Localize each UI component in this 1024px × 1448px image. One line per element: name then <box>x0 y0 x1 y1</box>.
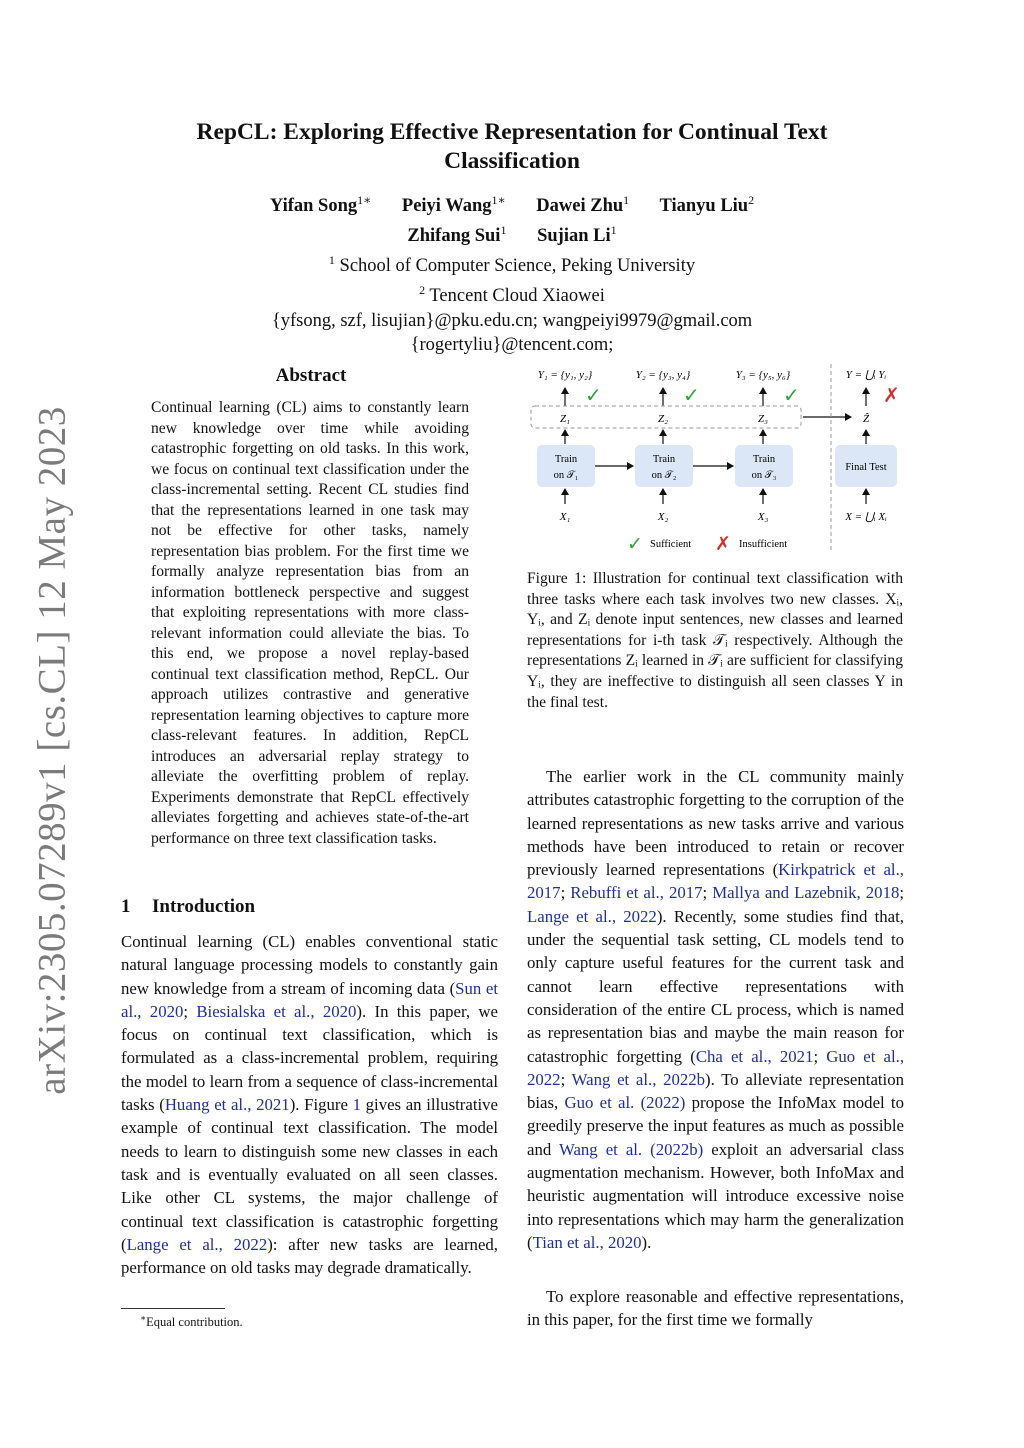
train-label: Train <box>554 454 578 465</box>
text-run: ). Figure <box>289 1095 353 1115</box>
text-run: ; <box>560 883 571 903</box>
author-block <box>160 188 864 357</box>
title-line-1: RepCL: Exploring Effective Representation for Continual Text <box>196 119 828 145</box>
text-run: in the final test. <box>527 672 903 711</box>
author-row-2 <box>160 218 864 248</box>
author-name: Peiyi Wang <box>401 196 492 217</box>
legend-check-icon: ✓ <box>627 534 643 555</box>
train-label: Train <box>652 454 676 465</box>
abstract-heading: Abstract <box>275 365 347 386</box>
text-run: exploit an adversarial class augmentation mechanism. However, both InfoMax and heuristic augmentation will introduce excessive noise into representations which may harm the generalization ( <box>527 1139 904 1252</box>
math-symbol: i <box>652 631 658 649</box>
math-symbol: Y <box>874 672 886 690</box>
math-symbol: Xᵢ <box>885 590 900 608</box>
figure-caption <box>527 569 903 713</box>
author-affil: 1 <box>610 223 617 238</box>
label-z3: Z₃ <box>758 413 768 425</box>
citation-link[interactable]: Sun et al., 2020 <box>121 978 499 1021</box>
text-run: Figure 1: Illustration for continual text classification with three tasks where each task involves two new classes. <box>527 570 903 608</box>
legend-cross-icon: ✗ <box>715 534 731 555</box>
intro-paragraph-left <box>121 930 498 1279</box>
math-symbol: Zᵢ <box>625 652 638 670</box>
author-affil: 1 <box>500 223 507 238</box>
cross-icon: ✗ <box>883 385 900 407</box>
figure-1 <box>521 360 911 560</box>
label-y1: Y₁ = {y₁, y₂} <box>537 369 593 381</box>
author-affil: 1∗ <box>491 193 506 207</box>
abstract-body: Continual learning (CL) aims to constantly learn new knowledge over time while avoiding catastrophic forgetting on old tasks. In this work, we focus on continual text classification under the class-incremental setting. Recent CL studies find that the representations learned in one task may not be effective for other tasks, namely representation bias problem. For the first time we formally analyze representation bias from an information bottleneck perspective and suggest that exploiting representations with more class-relevant information could alleviate the bias. To this end, we propose a novel replay-based continual text classification method, RepCL. Our approach utilizes contrastive and generative representation learning objectives to capture more class-relevant features. In addition, RepCL introduces an adversarial replay strategy to alleviate the overfitting problem of replay. Experiments demonstrate that RepCL effectively alleviates forgetting and achieves state-of-the-art performance on three text classification tasks. <box>151 399 469 847</box>
train-on-2: on 𝒯₂ <box>651 470 677 481</box>
author-name: Dawei Zhu <box>536 196 624 217</box>
citation-link[interactable]: Huang et al., 2021 <box>164 1095 290 1115</box>
legend-insufficient: Insufficient <box>739 539 788 550</box>
label-z2: Z₂ <box>658 413 668 425</box>
label-x3: X₃ <box>757 511 769 523</box>
footnote: ∗Equal contribution. <box>140 1313 243 1330</box>
text-run: are sufficient for classifying <box>722 652 903 670</box>
citation-link[interactable]: Guo et al., 2022 <box>527 1046 905 1089</box>
citation-link[interactable]: 1 <box>352 1095 361 1115</box>
math-symbol: 𝒯ᵢ <box>713 631 728 649</box>
citation-link[interactable]: Kirkpatrick et al., 2017 <box>527 860 904 903</box>
text-run: ). Recently, some studies find that, under the sequential task setting, CL models tend to only capture useful features for the current task and cannot learn effective representations with consideration of the entire CL process, which is named as representation bias and maybe the main reason for catastrophic forgetting ( <box>527 906 904 1066</box>
author-name: Zhifang Sui <box>407 226 501 247</box>
math-symbol: Yᵢ <box>527 672 541 690</box>
footnote-rule <box>121 1308 225 1309</box>
label-y2: Y₂ = {y₃, y₄} <box>635 369 691 381</box>
label-y3: Y₃ = {y₅, y₆} <box>735 369 791 381</box>
text-run: ; <box>702 883 713 903</box>
final-test-label: Final Test <box>845 462 887 473</box>
author-affil: 1 <box>623 193 630 207</box>
citation-link[interactable]: Lange et al., 2022 <box>126 1234 268 1254</box>
author-name: Sujian Li <box>537 226 611 247</box>
intro-paragraph-right-2: To explore reasonable and effective representations, in this paper, for the first time we formally <box>527 1287 904 1330</box>
section-number: 1 <box>121 896 131 917</box>
math-symbol: Zᵢ <box>578 611 591 629</box>
citation-link[interactable]: Lange et al., 2022 <box>527 906 657 926</box>
text-run: propose the InfoMax model to greedily preserve the input features as much as possible and <box>527 1093 904 1159</box>
author-affil: 2 <box>748 193 755 207</box>
arxiv-identifier <box>22 405 82 1095</box>
citation-link[interactable]: Tian et al., 2020 <box>532 1232 642 1252</box>
emails-line-2: {rogertyliu}@tencent.com; <box>410 334 614 355</box>
section-title: Introduction <box>152 896 256 917</box>
text-run: ). <box>641 1232 652 1252</box>
check-icon: ✓ <box>585 385 602 407</box>
citation-link[interactable]: Guo et al. (2022) <box>564 1093 686 1113</box>
text-run: denote input sentences, new classes and learned representations for <box>527 611 903 649</box>
text-run: Continual learning (CL) enables conventional static natural language processing models to constantly gain new knowledge from a stream of incoming data ( <box>121 932 498 998</box>
section-heading <box>121 896 255 918</box>
author-name: Yifan Song <box>269 196 358 217</box>
text-run: ; <box>813 1046 827 1066</box>
author-name: Tianyu Liu <box>659 196 749 217</box>
text-run: ). To alleviate representation bias, <box>527 1069 904 1113</box>
paper-title <box>160 118 864 176</box>
label-x2: X₂ <box>657 511 669 523</box>
text-run: ; <box>560 1069 572 1089</box>
citation-link[interactable]: Mallya and Lazebnik, 2018 <box>712 883 900 903</box>
title-line-2: Classification <box>444 148 580 174</box>
text-run: -th task <box>657 631 714 649</box>
text-run: , and <box>540 611 579 629</box>
label-z-hat: Ẑ <box>862 413 870 425</box>
affiliation-1: $^1$ School of Computer Science, Peking University <box>328 253 696 277</box>
text-run: ). In this paper, we focus on continual text classification, which is formulated as a class-incremental problem, requiring the model to learn from a sequence of class-incremental tasks ( <box>121 1001 498 1115</box>
math-symbol: Yᵢ <box>527 611 541 629</box>
arxiv-id-text: arXiv:2305.07289v1 [cs.CL] 12 May 2023 <box>30 405 74 1095</box>
intro-paragraph-right <box>527 765 904 1254</box>
emails-line-1: {yfsong, szf, lisujian}@pku.edu.cn; wangpeiyi9979@gmail.com <box>271 310 753 331</box>
text-run: ; <box>183 1001 197 1021</box>
text-run: ): after new tasks are learned, performance on old tasks may degrade dramatically. <box>121 1234 498 1278</box>
label-y-all: Y = ⋃ᵢ Yᵢ <box>845 369 887 381</box>
citation-link[interactable]: Wang et al. (2022b) <box>558 1139 704 1159</box>
text-run: gives an illustrative example of continual text classification. The model needs to learn to distinguish some new classes in each task and is eventually evaluated on all seen classes. Like other CL systems, the major challenge of continual text classification is catastrophic forgetting ( <box>121 1095 498 1254</box>
train-on-3: on 𝒯₃ <box>751 470 777 481</box>
citation-link[interactable]: Wang et al., 2022b <box>571 1069 706 1089</box>
label-x1: X₁ <box>559 511 571 523</box>
author-affil: 1∗ <box>357 193 372 207</box>
math-symbol: 𝒯ᵢ <box>708 652 723 670</box>
label-z1: Z₁ <box>560 413 570 425</box>
train-on-1: on 𝒯₁ <box>553 470 579 481</box>
citation-link[interactable]: Biesialska et al., 2020 <box>196 1001 357 1021</box>
author-row-1 <box>160 188 864 218</box>
check-icon: ✓ <box>783 385 800 407</box>
train-label: Train <box>752 454 776 465</box>
label-x-all: X = ⋃ᵢ Xᵢ <box>845 511 887 523</box>
text-run: respectively. Although the representations <box>527 631 904 670</box>
text-run: ; <box>899 883 905 903</box>
check-icon: ✓ <box>683 385 700 407</box>
citation-link[interactable]: Cha et al., 2021 <box>695 1046 814 1066</box>
text-run: , they are ineffective to distinguish all seen classes <box>540 672 875 690</box>
text-run: , <box>899 590 903 608</box>
text-run: The earlier work in the CL community mainly attributes catastrophic forgetting to the corruption of the learned representations as new tasks arrive and various methods have been introduced to retain or recover previously learned representations ( <box>527 767 904 880</box>
affiliation-2: $^2$ Tencent Cloud Xiaowei <box>419 283 605 307</box>
legend-sufficient: Sufficient <box>650 539 692 550</box>
citation-link[interactable]: Rebuffi et al., 2017 <box>570 883 703 903</box>
text-run: learned in <box>637 652 709 670</box>
